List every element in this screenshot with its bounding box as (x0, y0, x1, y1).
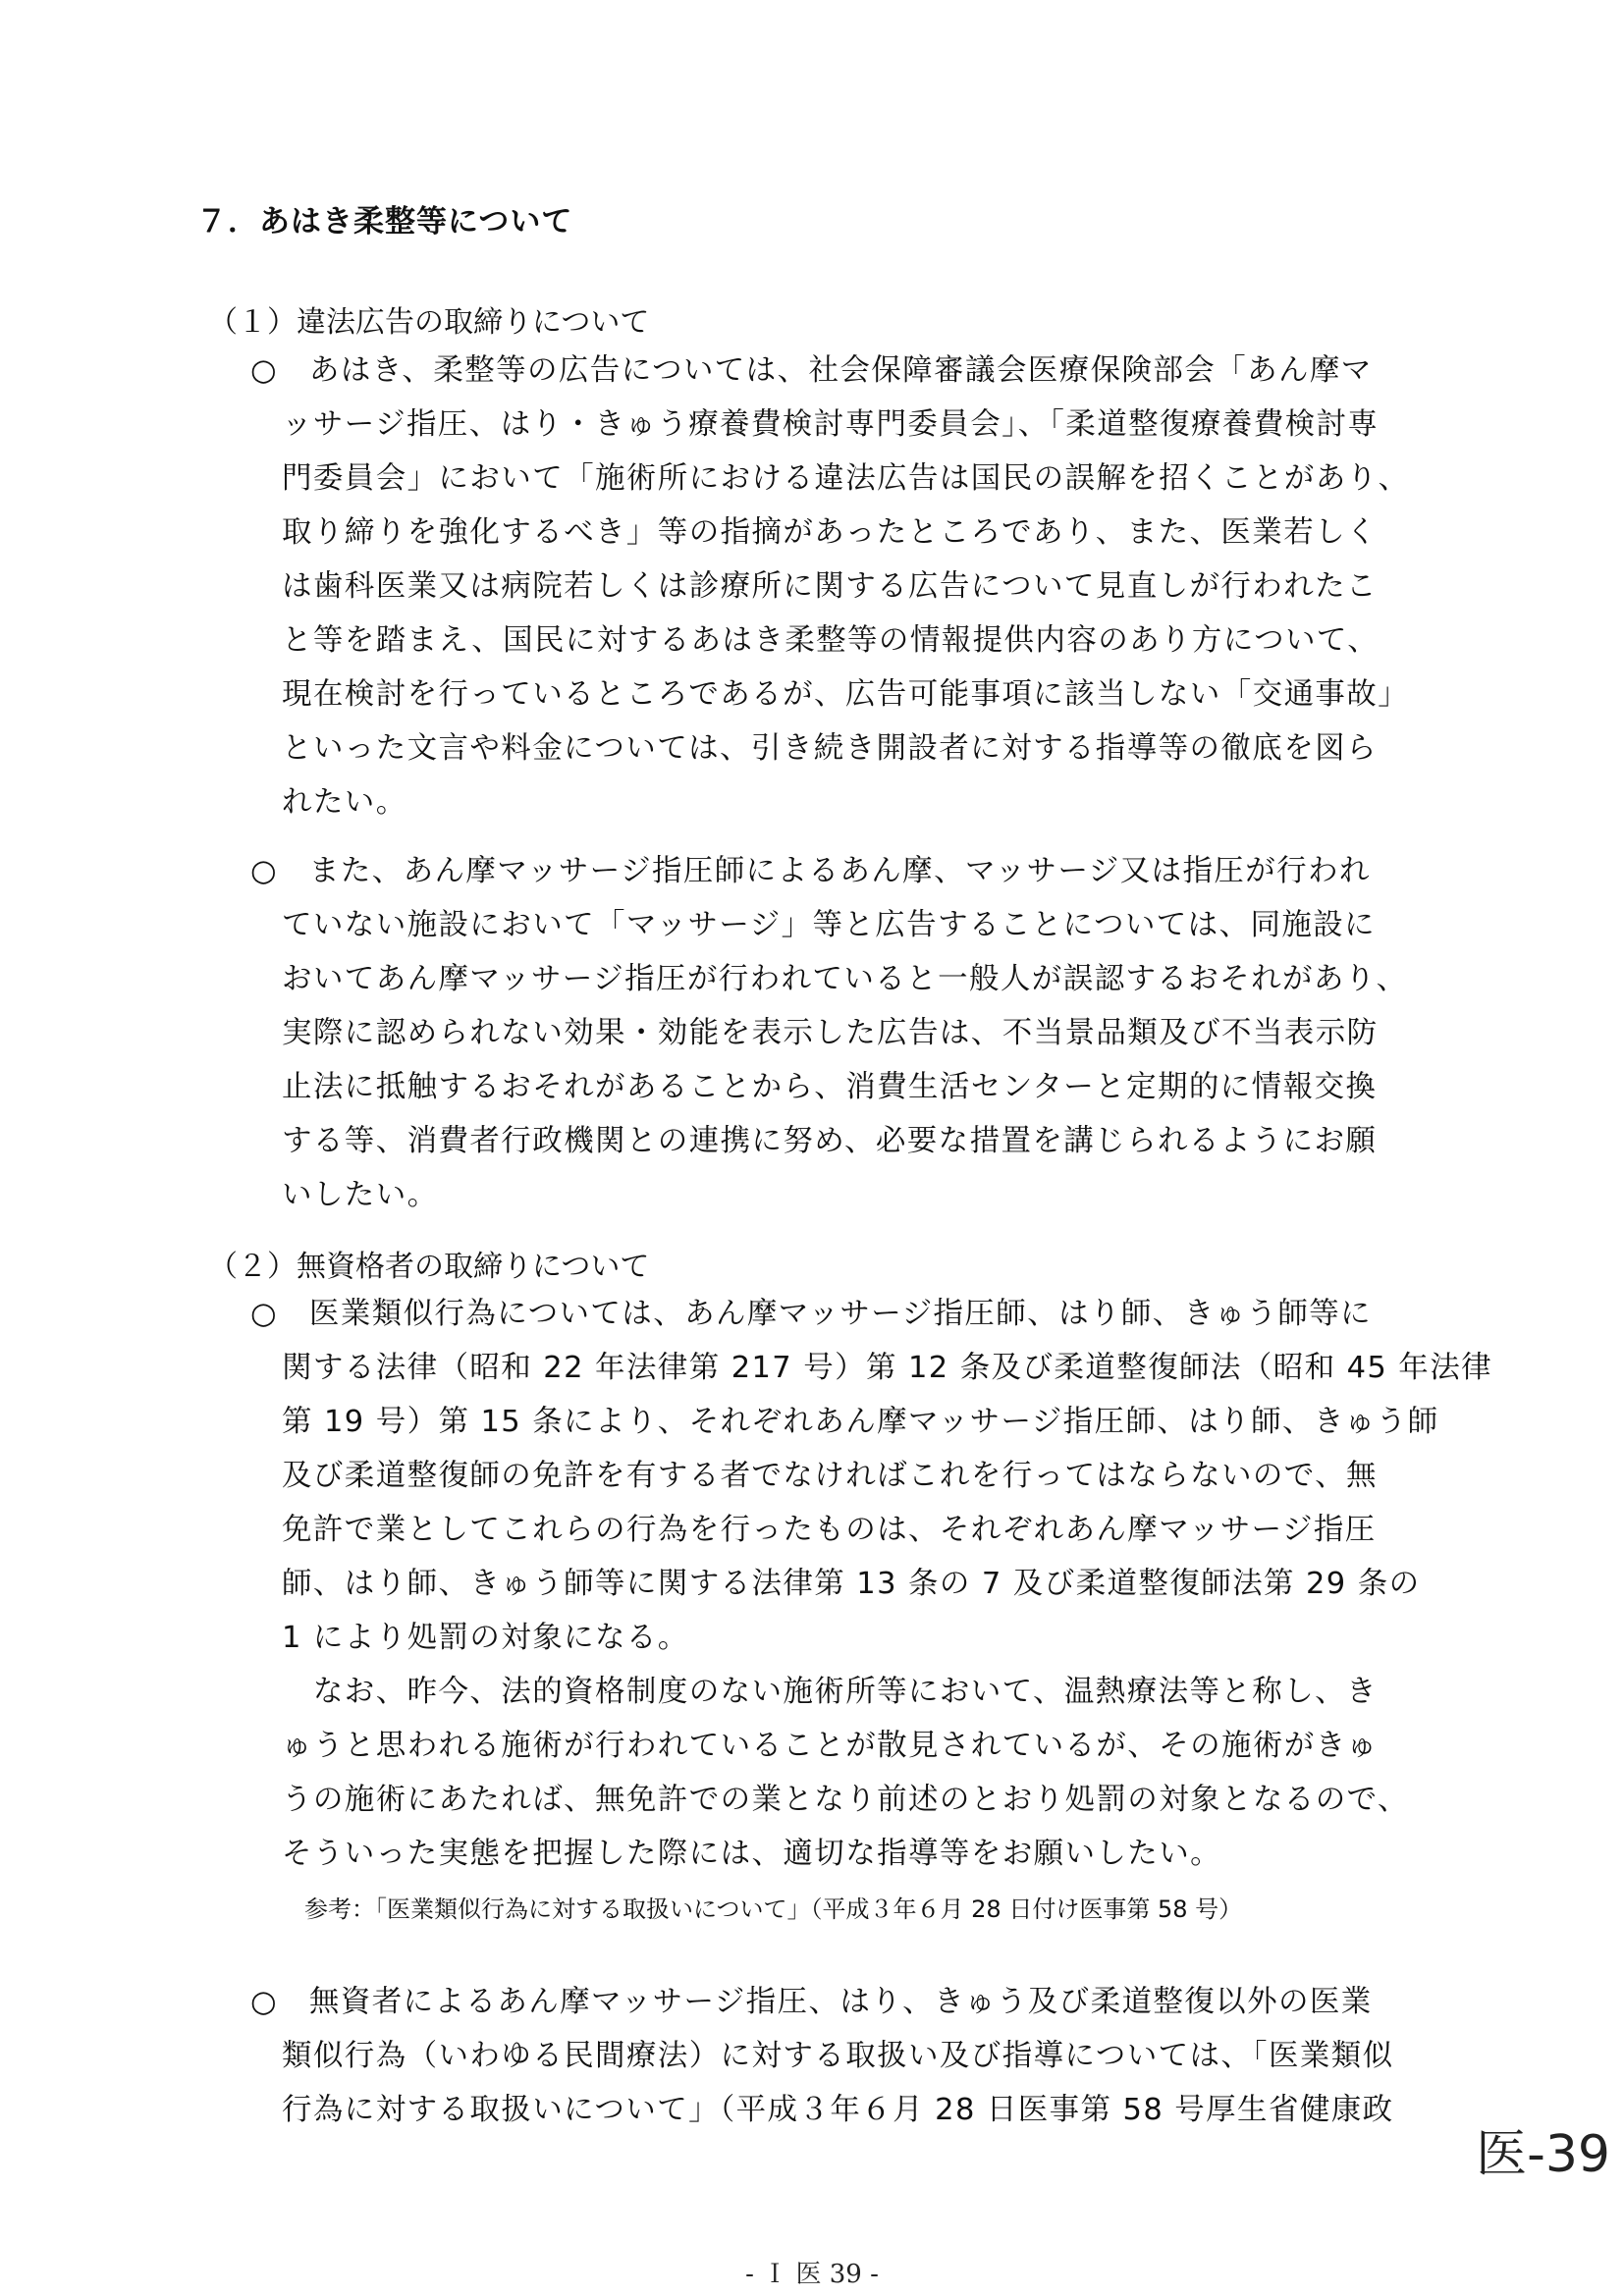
text-line: 実際に認められない効果・効能を表示した広告は、不当景品類及び不当表示防 (282, 1016, 1379, 1050)
text-line: 止法に抵触するおそれがあることから、消費生活センターと定期的に情報交換 (282, 1070, 1378, 1104)
text-line: といった文言や料金については、引き続き開設者に対する指導等の徹底を図ら (282, 731, 1378, 766)
text-line: ○ あはき、柔整等の広告については、社会保障審議会医療保険部会「あん摩マ (250, 353, 1373, 388)
text-line: 免許で業としてこれらの行為を行ったものは、それぞれあん摩マッサージ指圧 (282, 1513, 1377, 1547)
text-line: ○ また、あん摩マッサージ指圧師によるあん摩、マッサージ又は指圧が行われ (250, 854, 1371, 888)
text-line: おいてあん摩マッサージ指圧が行われていると一般人が誤認するおそれがあり、 (282, 962, 1408, 996)
text-line: ○ 医業類似行為については、あん摩マッサージ指圧師、はり師、きゅう師等に (250, 1297, 1373, 1331)
text-line: は歯科医業又は病院若しくは診療所に関する広告について見直しが行われたこ (282, 569, 1378, 604)
text-line: れたい。 (282, 785, 407, 820)
text-line: 行為に対する取扱いについて」（平成３年６月 28 日医事第 58 号厚生省健康政 (282, 2093, 1394, 2127)
text-line: そういった実態を把握した際には、適切な指導等をお願いしたい。 (282, 1837, 1221, 1871)
text-line: なお、昨今、法的資格制度のない施術所等において、温熱療法等と称し、き (282, 1675, 1378, 1709)
text-line: ていない施設において「マッサージ」等と広告することについては、同施設に (282, 908, 1377, 942)
text-line: 類似行為（いわゆる民間療法）に対する取扱い及び指導については、「医業類似 (282, 2039, 1394, 2073)
subsection-2-title: （２）無資格者の取締りについて (208, 1250, 650, 1284)
text-line: 関する法律（昭和 22 年法律第 217 号）第 12 条及び柔道整復師法（昭和 45 年法律 (282, 1351, 1493, 1385)
page-footer: - Ｉ 医 39 - (745, 2260, 879, 2289)
text-line: 現在検討を行っているところであるが、広告可能事項に該当しない「交通事故」 (282, 677, 1410, 712)
text-line: 及び柔道整復師の免許を有する者でなければこれを行ってはならないので、無 (282, 1459, 1378, 1493)
reference-note: 参考：「医業類似行為に対する取扱いについて」（平成３年６月 28 日付け医事第 58 号） (304, 1896, 1243, 1923)
text-line: 第 19 号）第 15 条により、それぞれあん摩マッサージ指圧師、はり師、きゅう師 (282, 1405, 1439, 1439)
text-line: ゅうと思われる施術が行われていることが散見されているが、その施術がきゅ (282, 1729, 1379, 1763)
text-line: 師、はり師、きゅう師等に関する法律第 13 条の 7 及び柔道整復師法第 29 条の (282, 1567, 1421, 1601)
text-line: うの施術にあたれば、無免許での業となり前述のとおり処罰の対象となるので、 (282, 1783, 1409, 1817)
text-line: する等、消費者行政機関との連携に努め、必要な措置を講じられるようにお願 (282, 1124, 1378, 1158)
subsection-1-title: （１）違法広告の取締りについて (208, 305, 650, 340)
text-line: 1 により処罰の対象になる。 (282, 1621, 689, 1655)
text-line: 門委員会」において「施術所における違法広告は国民の誤解を招くことがあり、 (282, 461, 1410, 496)
text-line: ○ 無資者によるあん摩マッサージ指圧、はり、きゅう及び柔道整復以外の医業 (250, 1985, 1373, 2019)
page-label: 医-39 (1476, 2125, 1610, 2184)
text-line: と等を踏まえ、国民に対するあはき柔整等の情報提供内容のあり方について、 (282, 623, 1380, 658)
text-line: ッサージ指圧、はり・きゅう療養費検討専門委員会」、「柔道整復療養費検討専 (282, 407, 1380, 442)
section-heading: ７．あはき柔整等について (196, 204, 573, 240)
text-line: いしたい。 (282, 1178, 439, 1212)
text-line: 取り締りを強化するべき」等の指摘があったところであり、また、医業若しく (282, 515, 1378, 550)
